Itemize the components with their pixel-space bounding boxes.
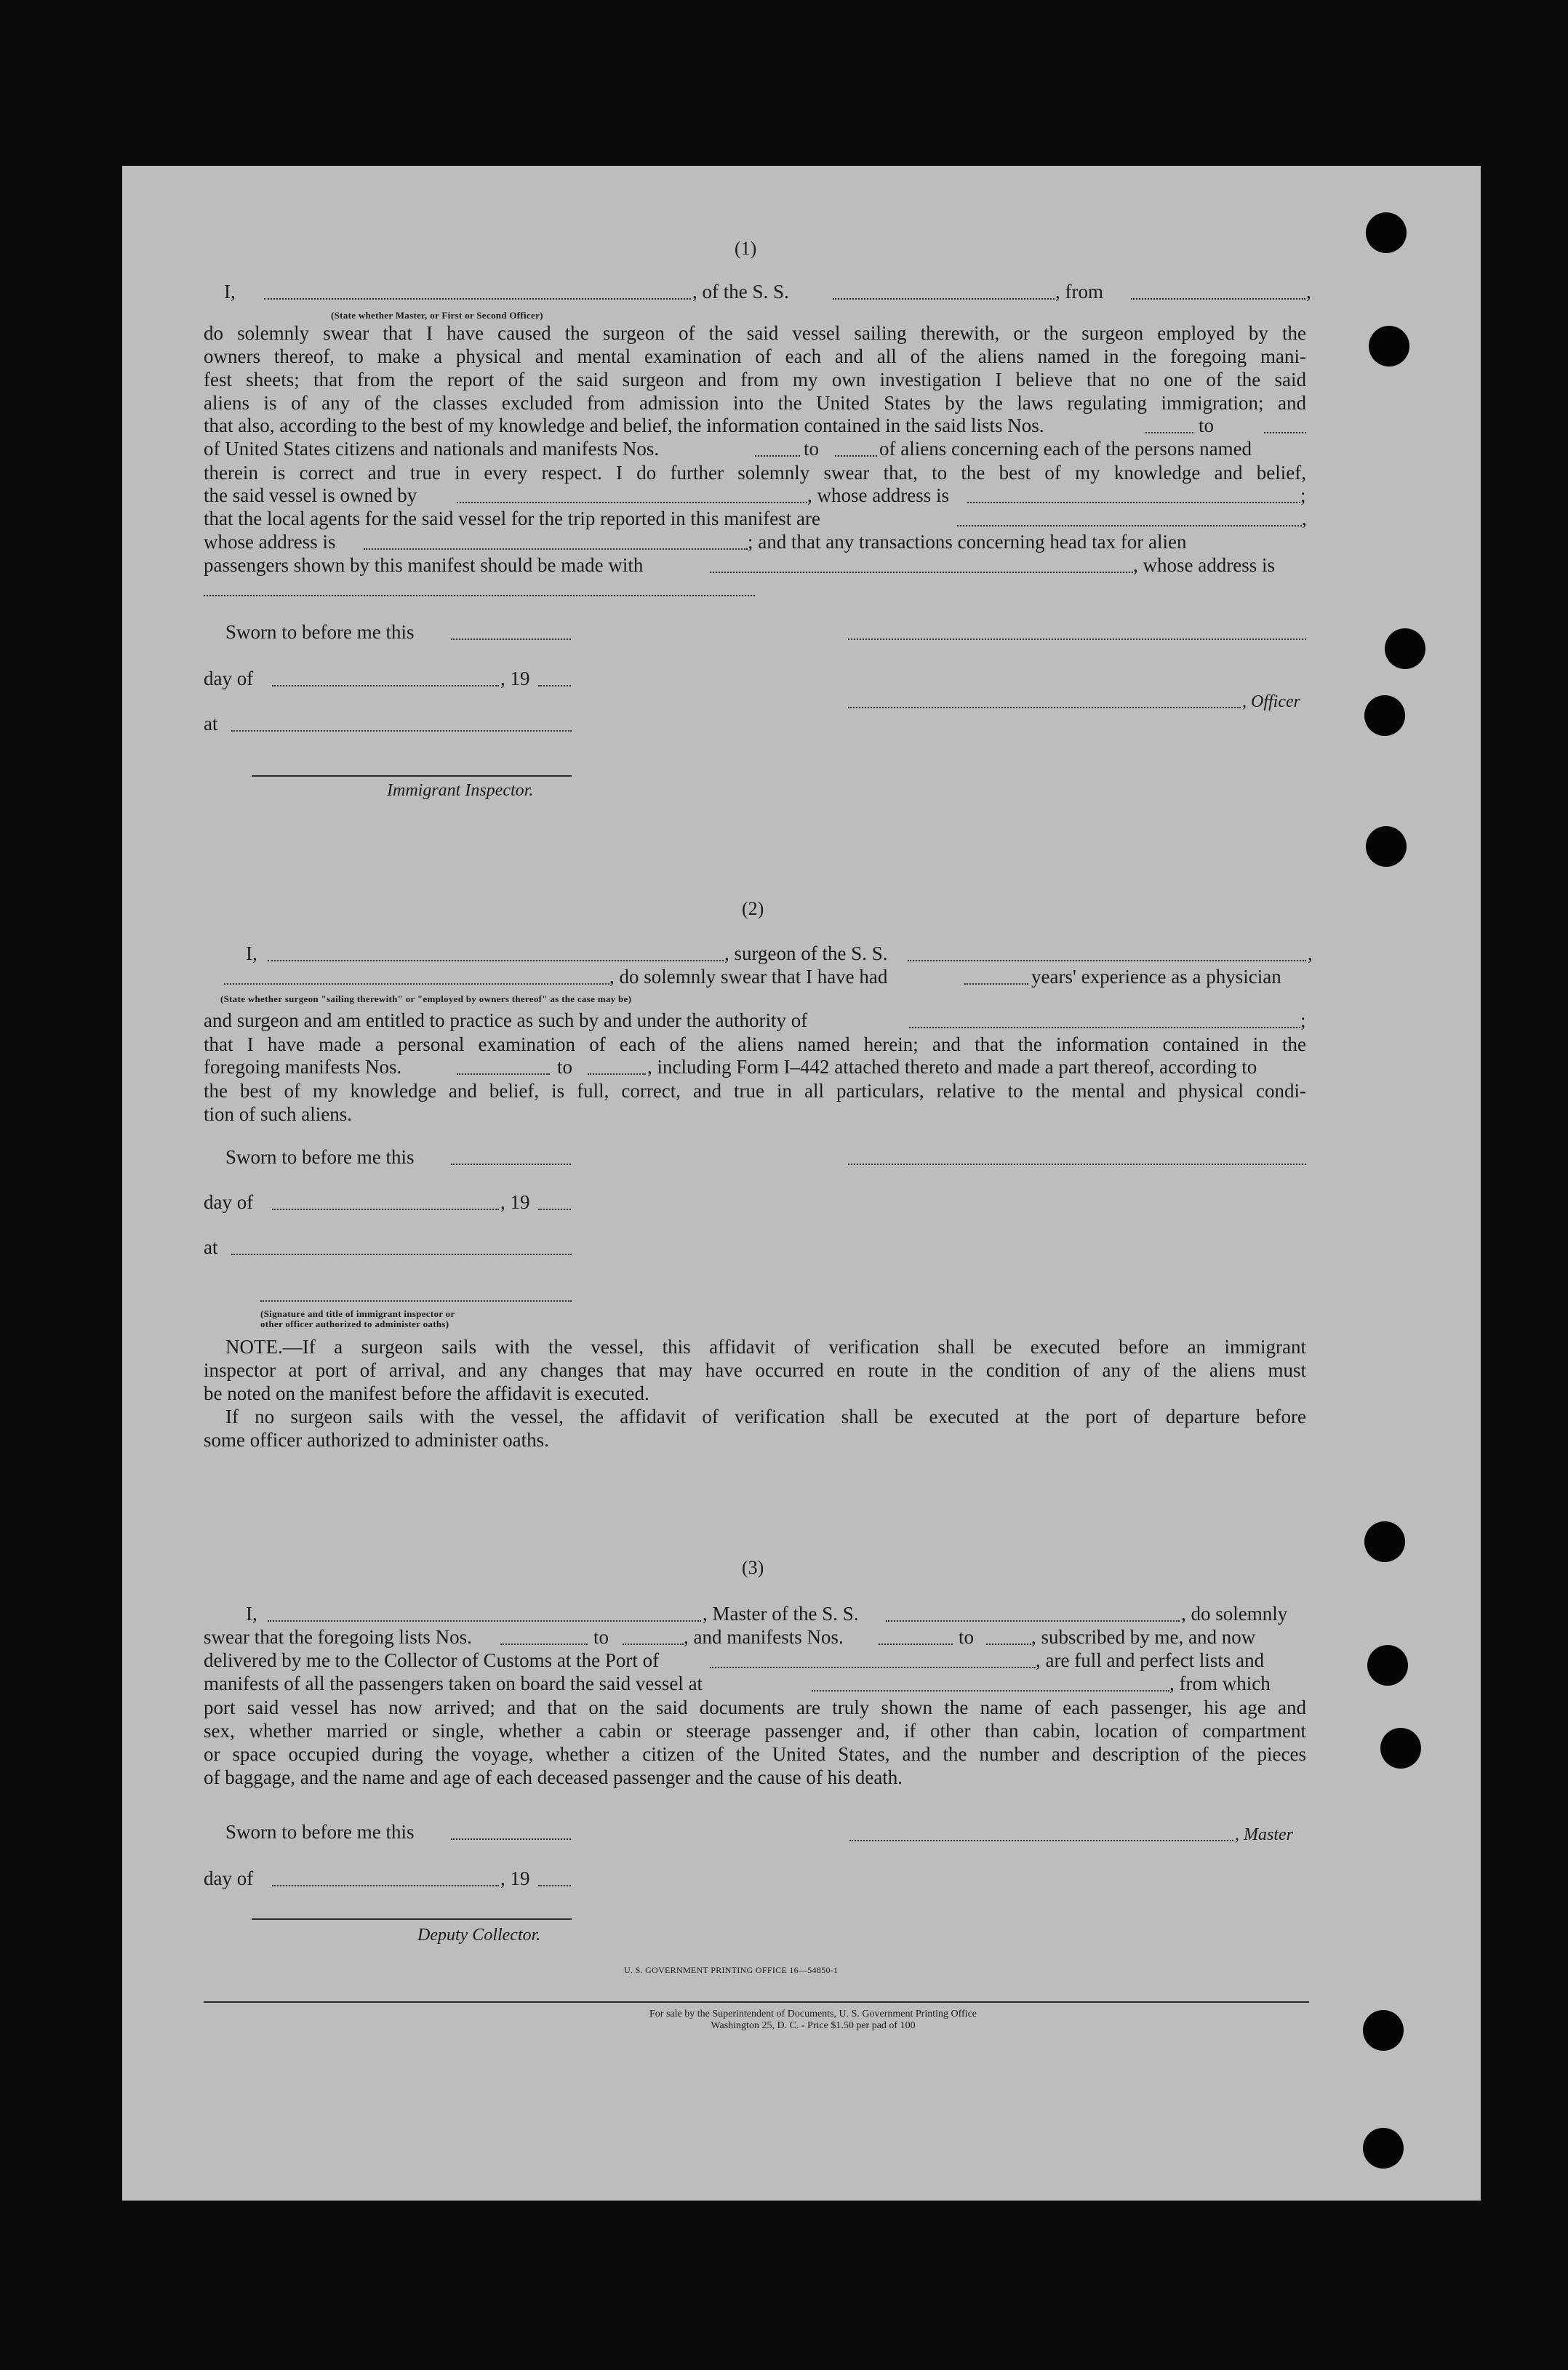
s1-sworn-date-field[interactable] [451, 638, 571, 640]
s3-ship-field[interactable] [886, 1620, 1180, 1622]
master-caption: , Master [1235, 1825, 1293, 1844]
s1-body-line: fest sheets; that from the report of the said surgeon and from my own investigation I believe that no one of the said [204, 369, 1306, 391]
s3-to-label-1: to [593, 1626, 609, 1648]
s1-therein [204, 461, 1306, 484]
s1-day-field[interactable] [272, 685, 499, 686]
s1-officer-name-line[interactable] [848, 707, 1241, 708]
s3-day-field[interactable] [272, 1885, 499, 1886]
s1-from-label: , from [1055, 281, 1103, 303]
s3-sworn-date-field[interactable] [451, 1838, 571, 1840]
sale-notice-1: For sale by the Superintendent of Documents, U. S. Government Printing Office [649, 2009, 977, 2019]
s1-body-line: do solemnly swear that I have caused the surgeon of the said vessel sailing therewith, or the surgeon employed by the [204, 322, 1306, 344]
lists-to-field[interactable] [1264, 432, 1306, 433]
s2-year-field[interactable] [538, 1209, 571, 1210]
note-block [204, 1335, 1306, 1452]
surgeon-name-field[interactable] [268, 960, 724, 961]
s1-body [204, 321, 1306, 415]
s2-knowledge [204, 1079, 1306, 1126]
s3-year-field[interactable] [538, 1885, 571, 1886]
s2-sworn-date-field[interactable] [451, 1164, 571, 1165]
s1-officer-sig-line[interactable] [848, 638, 1306, 640]
s1-passengers-text: passengers shown by this manifest should be made with [204, 554, 644, 576]
s1-to-label-2: to [804, 438, 820, 460]
owner-field[interactable] [457, 502, 807, 503]
s2-ship-field[interactable] [908, 960, 1306, 961]
punch-hole [1385, 628, 1425, 669]
s1-of-ss-label: , of the S. S. [692, 281, 789, 303]
punch-hole [1363, 2128, 1404, 2169]
officer-caption-label: , Officer [1242, 692, 1300, 711]
footer-rule [204, 2001, 1309, 2003]
s3-subscribed-text: , subscribed by me, and now [1031, 1626, 1256, 1648]
punch-hole [1380, 1728, 1421, 1769]
s3-to-label-2: to [959, 1626, 975, 1648]
s2-sig-caption-1: (Signature and title of immigrant inspector or [260, 1308, 455, 1319]
note-line: be noted on the manifest before the affidavit is executed. [204, 1382, 649, 1404]
s1-year-label: , 19 [500, 668, 530, 689]
s1-headtax-text: ; and that any transactions concerning head tax for alien [748, 531, 1187, 553]
s1-year-field[interactable] [538, 685, 571, 686]
s1-citizens-text: of United States citizens and nationals and manifests Nos. [204, 438, 660, 460]
s3-body-line: or space occupied during the voyage, whether a citizen of the United States, and the number and description of the pieces [204, 1743, 1306, 1765]
s2-day-label: day of [204, 1191, 254, 1213]
note-line: If no surgeon sails with the vessel, the affidavit of verification shall be executed at the port of departure before [225, 1406, 1306, 1428]
punch-hole [1363, 2010, 1404, 2051]
s3-body-line: of baggage, and the name and age of each deceased passenger and the cause of his death. [204, 1766, 903, 1788]
s3-body-line: port said vessel has now arrived; and that on the said documents are truly shown the name of each passenger, his age and [204, 1697, 1306, 1718]
s1-semicolon: ; [1300, 484, 1306, 506]
s1-agents-text: that the local agents for the said vessel for the trip reported in this manifest are [204, 508, 820, 529]
from-port-field[interactable] [1131, 298, 1305, 300]
s2-sig-caption-2: other officer authorized to administer oaths) [260, 1318, 449, 1329]
s3-year-label: , 19 [500, 1867, 530, 1889]
section-2-heading: (2) [742, 898, 764, 919]
printing-office-imprint: U. S. GOVERNMENT PRINTING OFFICE 16—54850-1 [624, 1965, 839, 1975]
s2-form-text: , including Form I–442 attached thereto and made a part thereof, according to [647, 1056, 1257, 1078]
s2-at-field[interactable] [231, 1254, 572, 1255]
section-3-heading: (3) [742, 1557, 764, 1578]
s1-agents-comma: , [1302, 508, 1307, 529]
manifests-from-field[interactable] [755, 455, 800, 457]
s2-body-line: that I have made a personal examination of each of the aliens named herein; and that the information contained in the [204, 1033, 1306, 1055]
s2-manifests-text: foregoing manifests Nos. [204, 1056, 402, 1078]
punch-hole [1364, 695, 1405, 736]
s3-manifests-all-text: manifests of all the passengers taken on board the said vessel at [204, 1673, 703, 1694]
agents-address-field[interactable] [364, 548, 748, 550]
form-page [122, 166, 1481, 2201]
s1-i-label: I, [224, 281, 236, 303]
note-line: NOTE.—If a surgeon sails with the vessel, this affidavit of verification shall be executed before an immigrant [225, 1336, 1306, 1358]
s3-i-label: I, [246, 1603, 257, 1625]
sale-notice-2: Washington 25, D. C. - Price $1.50 per pad of 100 [711, 2020, 916, 2031]
s3-solemnly-text: , do solemnly [1181, 1603, 1288, 1625]
headtax-payee-field[interactable] [710, 572, 1133, 573]
s2-physician-text: years' experience as a physician [1031, 966, 1281, 988]
s1-whose-text: whose address is [204, 531, 336, 553]
s2-i-label: I, [246, 942, 257, 964]
s1-body-line: owners thereof, to make a physical and mental examination of each and all of the aliens named in the foregoing mani- [204, 345, 1306, 367]
owner-address-field[interactable] [967, 502, 1300, 503]
s2-manifests-from-field[interactable] [457, 1073, 550, 1075]
s2-surgeon-label: , surgeon of the S. S. [724, 942, 888, 964]
s2-comma: , [1308, 942, 1313, 964]
s1-day-label: day of [204, 668, 254, 689]
s1-comma: , [1306, 281, 1311, 303]
surgeon-sig-line[interactable] [848, 1164, 1306, 1165]
collector-sig-line[interactable] [252, 1918, 572, 1920]
s2-swear-text: , do solemnly swear that I have had [609, 966, 888, 988]
s3-lists-text: swear that the foregoing lists Nos. [204, 1626, 472, 1648]
section-1-heading: (1) [735, 238, 757, 259]
s1-body-line: aliens is of any of the classes excluded from admission into the United States by the laws regulating immigration; and [204, 392, 1306, 414]
lists-from-field[interactable] [1145, 432, 1193, 433]
s1-at-field[interactable] [231, 730, 572, 732]
s2-body-line: the best of my knowledge and belief, is full, correct, and true in all particulars, relative to the mental and physical condi- [204, 1080, 1306, 1102]
punch-hole [1366, 826, 1407, 867]
s2-at-label: at [204, 1236, 218, 1258]
punch-hole [1364, 1521, 1405, 1562]
surgeon-status-caption: (State whether surgeon "sailing therewith" or "employed by owners thereof" as the case may be) [220, 993, 632, 1004]
s1-aliens-text: of aliens concerning each of the persons named [879, 438, 1252, 460]
s2-year-label: , 19 [500, 1191, 530, 1213]
s3-manifests-text: , and manifests Nos. [684, 1626, 844, 1648]
master-name-field[interactable] [268, 1620, 701, 1622]
s1-at-label: at [204, 713, 218, 734]
s3-manifests-from-field[interactable] [879, 1644, 953, 1645]
agents-field[interactable] [957, 525, 1302, 527]
s2-body-line: tion of such aliens. [204, 1103, 352, 1125]
s3-port-text: delivered by me to the Collector of Customs at the Port of [204, 1649, 660, 1671]
port-field[interactable] [710, 1667, 1036, 1668]
s2-day-field[interactable] [272, 1209, 499, 1210]
payee-address-field[interactable] [204, 595, 755, 596]
s2-manifests-to-field[interactable] [588, 1073, 646, 1075]
ship-name-field[interactable] [833, 298, 1055, 300]
inspector-caption: Immigrant Inspector. [387, 781, 534, 800]
punch-hole [1367, 1645, 1408, 1686]
authority-field[interactable] [909, 1027, 1300, 1028]
s1-payee-address-label: , whose address is [1133, 554, 1275, 576]
s3-from-which-text: , from which [1169, 1673, 1271, 1694]
s1-to-label: to [1199, 415, 1215, 436]
s2-examination [204, 1033, 1306, 1056]
s3-manifests-to-field[interactable] [986, 1644, 1031, 1645]
s2-to-label: to [557, 1056, 573, 1078]
note-line: inspector at port of arrival, and any changes that may have occurred en route in the condition of any of the aliens must [204, 1359, 1306, 1381]
s2-authority-text: and surgeon and am entitled to practice as such by and under the authority of [204, 1009, 808, 1031]
s1-therein-line: therein is correct and true in every respect. I do further solemnly swear that, to the best of my knowledge and belief, [204, 462, 1306, 484]
s2-semicolon: ; [1300, 1009, 1306, 1031]
s3-lists-from-field[interactable] [500, 1644, 588, 1645]
officer-name-field[interactable] [264, 298, 691, 300]
s1-lists-text: that also, according to the best of my knowledge and belief, the information contained in the said lists Nos. [204, 415, 1044, 436]
embark-port-field[interactable] [812, 1690, 1169, 1692]
punch-hole [1366, 212, 1407, 253]
officer-caption: (State whether Master, or First or Second Officer) [331, 310, 543, 321]
s1-sworn-label: Sworn to before me this [225, 621, 415, 643]
s3-perfect-text: , are full and perfect lists and [1036, 1649, 1265, 1671]
s3-body [204, 1696, 1306, 1789]
s1-owned-text: the said vessel is owned by [204, 484, 417, 506]
s1-owner-address-label: , whose address is [807, 484, 949, 506]
s2-sworn-label: Sworn to before me this [225, 1146, 415, 1168]
s3-sworn-label: Sworn to before me this [225, 1821, 415, 1843]
s3-day-label: day of [204, 1867, 254, 1889]
note-line: some officer authorized to administer oaths. [204, 1429, 549, 1451]
s2-inspector-sig-line[interactable] [260, 1300, 572, 1302]
s3-body-line: sex, whether married or single, whether a cabin or steerage passenger and, if other than cabin, location of compartment [204, 1720, 1306, 1742]
s3-lists-to-field[interactable] [623, 1644, 684, 1645]
punch-hole [1369, 326, 1409, 367]
surgeon-status-field[interactable] [224, 983, 609, 985]
manifests-to-field[interactable] [835, 455, 877, 457]
master-sig-line[interactable] [849, 1840, 1233, 1841]
s3-master-label: , Master of the S. S. [703, 1603, 859, 1625]
inspector-sig-line[interactable] [252, 775, 572, 777]
years-experience-field[interactable] [964, 983, 1028, 985]
collector-caption: Deputy Collector. [417, 1926, 541, 1945]
